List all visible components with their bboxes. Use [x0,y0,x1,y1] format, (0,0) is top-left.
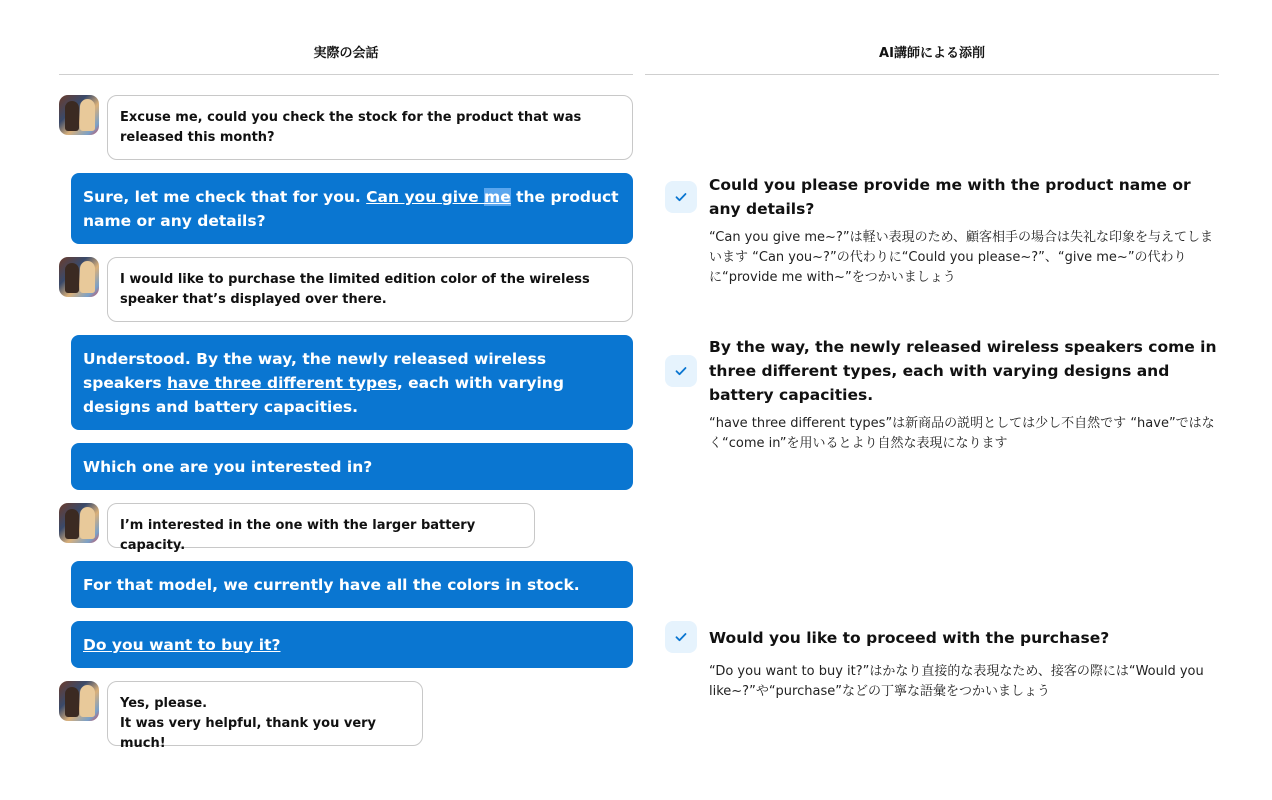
staff-message [71,561,633,608]
message-line: I would like to purchase the limited edition color of the wireless speaker that’s displayed over there. [120,272,590,307]
header-actual-conversation: 実際の会話 [313,46,379,61]
message-text: the product name or any details? [83,188,619,230]
staff-message [71,335,633,430]
message-text: , each with varying designs and battery capacities. [83,374,564,416]
customer-message [107,257,633,322]
message-line: Yes, please. [120,696,208,711]
flagged-phrase[interactable]: have three different types [166,374,397,392]
correction-note: “Do you want to buy it?”はかなり直接的な表現なため、接客の際には“Would you like~?”や“purchase”などの丁寧な語彙をつかいましょう [709,664,1204,699]
staff-message [71,443,633,490]
correction-note: “Can you give me~?”は軽い表現のため、顧客相手の場合は失礼な印象を与えてしまいます “Can you~?”の代わりに“Could you please~?”、“give me~”の代わりに“provide me with~”をつかいましょう [709,230,1214,285]
corrected-sentence: By the way, the newly released wireless speakers come in three different types, each with varying designs and battery capacities. [709,338,1217,404]
check-icon [665,355,697,387]
flagged-phrase[interactable]: Do you want to buy it? [83,636,281,654]
customer-message [107,95,633,160]
corrected-sentence: Would you like to proceed with the purchase? [709,629,1110,647]
message-text: Sure, let me check that for you. [83,188,367,206]
customer-avatar [59,257,99,297]
flagged-phrase[interactable]: Can you give [366,188,485,206]
customer-avatar [59,95,99,135]
customer-message [107,681,423,751]
staff-message [71,621,633,668]
check-icon [665,621,697,653]
message-line: I’m interested in the one with the larger battery capacity. [120,518,476,553]
message-text: Which one are you interested in? [83,458,373,476]
customer-avatar [59,503,99,543]
customer-message [107,503,535,553]
divider [645,74,1219,75]
header-ai-correction: AI講師による添削 [879,46,985,61]
divider [59,74,633,75]
message-text: For that model, we currently have all the colors in stock. [83,576,580,594]
correction-note: “have three different types”は新商品の説明としては少し不自然です “have”ではなく“come in”を用いるとより自然な表現になります [709,416,1215,451]
corrected-sentence: Could you please provide me with the product name or any details? [709,176,1191,218]
message-line: Excuse me, could you check the stock for the product that was released this month? [120,110,582,145]
message-line: It was very helpful, thank you very much! [120,716,377,751]
flagged-phrase[interactable]: me [484,188,511,206]
check-icon [665,181,697,213]
message-text: Understood. By the way, the newly released wireless speakers [83,350,547,392]
customer-avatar [59,681,99,721]
staff-message [71,173,633,244]
